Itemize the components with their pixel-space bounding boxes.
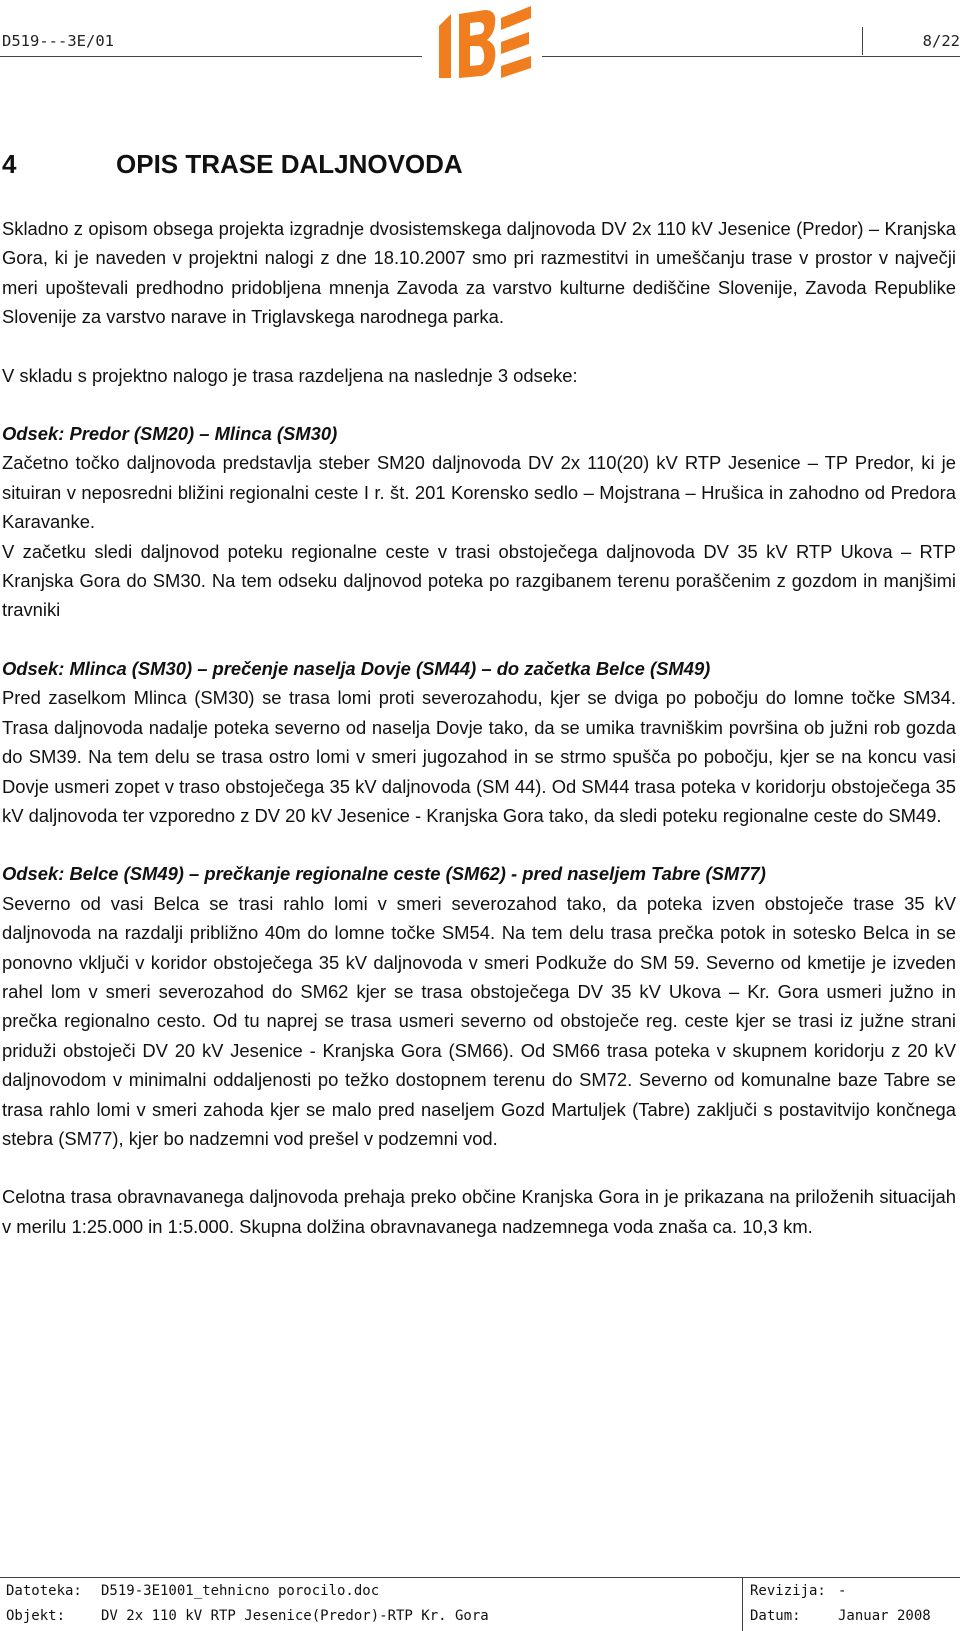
revision-value: - <box>838 1583 847 1599</box>
object-label: Objekt: <box>6 1608 66 1624</box>
page-footer <box>0 1577 960 1631</box>
segment-3-paragraph-1: Severno od vasi Belca se trasi rahlo lomi v smeri severozahod tako, da poteka izven obstoječe trase 35 kV daljnovoda na razdalji približno 40m do lomne točke SM54. Na tem delu trasa prečka potok in sotesko Belca in se ponovno vključi v koridor obstoječega 35 kV daljnovoda v smeri Podkuže do SM 59. Severno od kmetije je izveden rahel lom v smeri severozahod do SM62 kjer se trasa obstoječega DV 35 kV Ukova – Kr. Gora usmeri južno in prečka regionalno cesto. Od tu naprej se trasa usmeri severno od obstoječe reg. ceste kjer se trasi iz južne strani priduži obstoječi DV 20 kV Jesenice - Kranjska Gora (SM66). Od SM66 trasa poteka v skupnem koridorju z 20 kV daljnovodom v minimalni oddaljenosti po težko dostopnem terenu do SM72. Severno od komunalne baze Tabre se trasa rahlo lomi v smeri zahoda kjer se malo pred naseljem Gozd Martuljek (Tabre) zaključi s postavitvijo končnega stebra (SM77), kjer bo nadzemni vod prešel v podzemni vod. <box>2 892 956 1149</box>
page-header <box>0 0 960 85</box>
document-body <box>2 148 956 1241</box>
segment-2-title: Odsek: Mlinca (SM30) – prečenje naselja Dovje (SM44) – do začetka Belce (SM49) <box>2 657 711 679</box>
revision-label: Revizija: <box>750 1583 826 1599</box>
header-rule-left <box>0 56 422 57</box>
segment-1-title: Odsek: Predor (SM20) – Mlinca (SM30) <box>2 423 338 445</box>
segment-2-paragraph-1: Pred zaselkom Mlinca (SM30) se trasa lomi proti severozahodu, kjer se dviga po pobočju do lomne točke SM34. Trasa daljnovoda nadalje poteka severno od naselja Dovje tako, da se umika travniškim površina ob južni rob gozda do SM39. Na tem delu se trasa ostro lomi v smeri jugozahod in se strmo spušča po pobočju, kjer se na koncu vasi Dovje usmeri zopet v traso obstoječega 35 kV daljnovoda (SM 44). Od SM44 trasa poteka v koridorju obstoječega 35 kV daljnovoda ter vzporedno z DV 20 kV Jesenice - Kranjska Gora tako, da sledi poteku regionalne ceste do SM49. <box>2 687 956 826</box>
date-label: Datum: <box>750 1608 801 1624</box>
page-number: 8/22 <box>922 32 960 50</box>
footer-rule <box>0 1577 960 1578</box>
section-number: 4 <box>2 149 17 179</box>
section-title: OPIS TRASE DALJNOVODA <box>116 149 463 179</box>
ibe-logo <box>437 4 533 80</box>
intro-paragraph: Skladno z opisom obsega projekta izgradnje dvosistemskega daljnovoda DV 2x 110 kV Jesenice (Predor) – Kranjska Gora, ki je naveden v projektni nalogi z dne 18.10.2007 smo pri razmestitvi in umeščanju trase v prostor v največji meri upoštevali predhodno pridobljena mnenja Zavoda za varstvo kulturne dediščine Slovenije, Zavoda Republike Slovenije za varstvo narave in Triglavskega narodnega parka. <box>2 218 956 328</box>
section-heading <box>2 148 956 180</box>
intro-segments-paragraph: V skladu s projektno nalogo je trasa razdeljena na naslednje 3 odseke: <box>2 364 578 386</box>
segment-1-paragraph-1: Začetno točko daljnovoda predstavlja steber SM20 daljnovoda DV 2x 110(20) kV RTP Jesenice – TP Predor, ki je situiran v neposredni bližini regionalni ceste I r. št. 201 Korensko sedlo – Mojstrana – Hrušica in zahodno od Predora Karavanke. <box>2 452 956 533</box>
closing-paragraph: Celotna trasa obravnavanega daljnovoda prehaja preko občine Kranjska Gora in je prikazana na priloženih situacijah v merilu 1:25.000 in 1:5.000. Skupna dolžina obravnavanega nadzemnega voda znaša ca. 10,3 km. <box>2 1186 956 1237</box>
footer-separator <box>742 1577 743 1631</box>
header-separator <box>862 27 863 55</box>
date-value: Januar 2008 <box>838 1608 931 1624</box>
segment-3-title: Odsek: Belce (SM49) – prečkanje regionalne ceste (SM62) - pred naseljem Tabre (SM77) <box>2 863 766 885</box>
object-value: DV 2x 110 kV RTP Jesenice(Predor)-RTP Kr. Gora <box>101 1608 489 1624</box>
document-code: D519---3E/01 <box>2 32 114 50</box>
header-rule-right <box>542 56 960 57</box>
segment-1-paragraph-2: V začetku sledi daljnovod poteku regionalne ceste v trasi obstoječega daljnovoda DV 35 kV RTP Ukova – RTP Kranjska Gora do SM30. Na tem odseku daljnovod poteka po razgibanem terenu poraščenim z gozdom in manjšimi travniki <box>2 540 956 621</box>
file-value: D519-3E1001_tehnicno porocilo.doc <box>101 1583 380 1599</box>
file-label: Datoteka: <box>6 1583 82 1599</box>
